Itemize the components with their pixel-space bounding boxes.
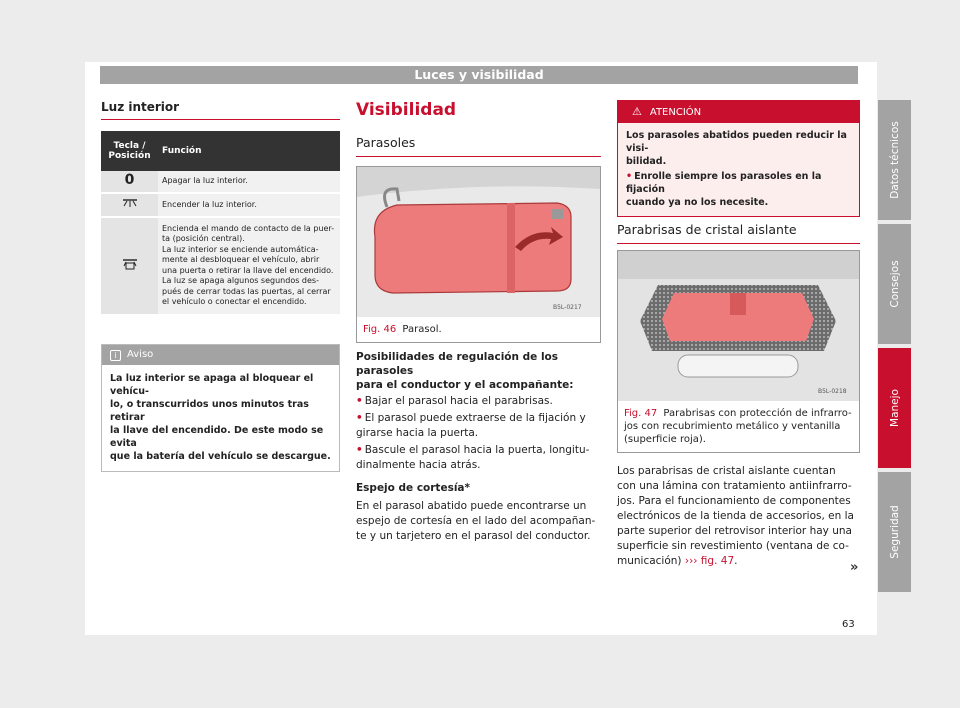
continue-arrow-icon: » (850, 560, 859, 575)
figure-46 (356, 166, 601, 343)
page-header: Luces y visibilidad (100, 66, 858, 84)
aviso-title: Aviso (127, 349, 154, 360)
bullet-text: Bajar el parasol hacia el parabrisas. (364, 395, 553, 407)
middle-body (356, 350, 601, 544)
light-table-wrap (101, 131, 340, 316)
bullet-item: • El parasol puede extraerse de la fijación y girarse hacia la puerta. (356, 412, 586, 439)
figure-reference-link[interactable]: ››› fig. 47 (684, 555, 735, 567)
heading-visibilidad: Visibilidad (356, 100, 457, 120)
bullet-item: • Enrolle siempre los parasoles en la fijación cuando ya no los necesite. (626, 171, 822, 208)
list-heading: Posibilidades de regulación de los parasoles para el conductor y el acompañante: (356, 351, 574, 391)
bullet-text: Enrolle siempre los parasoles en la fijación cuando ya no los necesite. (626, 171, 822, 208)
atencion-box (617, 100, 860, 217)
tab-datos-tecnicos[interactable] (878, 100, 911, 220)
figure-caption-text: Parasol. (402, 324, 442, 335)
col-header-position: Tecla / Posición (101, 131, 158, 171)
row-text: Apagar la luz interior. (158, 171, 340, 193)
figure-47 (617, 250, 860, 453)
atencion-title: ATENCIÓN (649, 107, 702, 118)
heading-parabrisas: Parabrisas de cristal aislante (617, 222, 860, 244)
tab-manejo[interactable] (878, 348, 911, 468)
visibilidad-title-wrap (356, 100, 601, 120)
tab-consejos[interactable] (878, 224, 911, 344)
heading-parasoles: Parasoles (356, 135, 601, 157)
door-contact-icon (101, 217, 158, 315)
tab-seguridad[interactable] (878, 472, 911, 592)
parabrisas-subtitle-wrap (617, 222, 860, 244)
atencion-text: Los parasoles abatidos pueden reducir la visi- bilidad. (626, 130, 847, 167)
atencion-body (618, 123, 859, 216)
figure-caption (357, 317, 600, 342)
figure-code: B5L-0217 (553, 304, 582, 311)
aviso-box (101, 344, 340, 472)
espejo-heading: Espejo de cortesía* (356, 482, 471, 494)
col-header-function: Función (158, 131, 340, 171)
windscreen-illustration (618, 251, 859, 401)
warning-icon: ⚠ (632, 105, 642, 118)
figure-caption (618, 401, 859, 452)
section-heading-luz-interior (101, 100, 340, 120)
table-row (101, 171, 340, 193)
table-row (101, 217, 340, 315)
espejo-text: En el parasol abatido puede encontrarse un espejo de cortesía en el lado del acompañan- te y un tarjetero en el parasol del conductor. (356, 500, 596, 542)
interior-light-icon (101, 193, 158, 217)
light-function-table (101, 131, 340, 316)
heading-luz-interior: Luz interior (101, 100, 340, 120)
info-icon: i (110, 350, 121, 361)
right-body: Los parabrisas de cristal aislante cuentan con una lámina con tratamiento antiinfrarro- jos. Para el funcionamiento de componentes electrónicos de la tienda de accesorios, en la parte superior del retrovisor interior hay una superficie sin revestimiento (ventana de co- municación) ››› fig. 47. (617, 465, 854, 567)
tab-label: Consejos (888, 260, 901, 308)
figure-code: B5L-0218 (818, 388, 847, 395)
sun-visor-illustration (357, 167, 600, 317)
row-text: Encienda el mando de contacto de la puer- ta (posición central). La luz interior se enciende automática- mente al desbloquear el vehículo, abrir una puerta o retirar la llave del encendido. La luz se apaga algunos segundos des- pués de cerrar todas las puertas, al cerrar el vehículo o conectar el encendido. (158, 217, 340, 315)
table-row (101, 193, 340, 217)
figure-number: Fig. 46 (363, 324, 397, 335)
tab-label: Manejo (888, 389, 901, 427)
bullet-item: • Bajar el parasol hacia el parabrisas. (356, 395, 553, 407)
figure-number: Fig. 47 (624, 408, 658, 419)
aviso-header (102, 345, 339, 365)
off-zero-icon: 0 (101, 171, 158, 193)
atencion-header (618, 101, 859, 123)
page-number: 63 (842, 619, 855, 630)
tab-label: Datos técnicos (888, 121, 901, 199)
tab-label: Seguridad (888, 505, 901, 559)
bullet-text: El parasol puede extraerse de la fijación y girarse hacia la puerta. (356, 412, 586, 439)
parasoles-subtitle-wrap (356, 135, 601, 157)
figure-caption-text: Parabrisas con protección de infrarro- jos con recubrimiento metálico y ventanilla (superficie roja). (624, 408, 852, 445)
row-text: Encender la luz interior. (158, 193, 340, 217)
body-text: Los parabrisas de cristal aislante cuentan con una lámina con tratamiento antiinfrarro- jos. Para el funcionamiento de componentes electrónicos de la tienda de accesorios, en la parte superior del retrovisor interior hay una superficie sin revestimiento (ventana de co- municación) (617, 465, 854, 567)
bullet-item: • Bascule el parasol hacia la puerta, longitu- dinalmente hacia atrás. (356, 444, 590, 471)
aviso-text: La luz interior se apaga al bloquear el vehícu- lo, o transcurridos unos minutos tras retirar la llave del encendido. De este modo se evita que la batería del vehículo se descargue. (110, 373, 331, 462)
bullet-text: Bascule el parasol hacia la puerta, longitu- dinalmente hacia atrás. (356, 444, 590, 471)
